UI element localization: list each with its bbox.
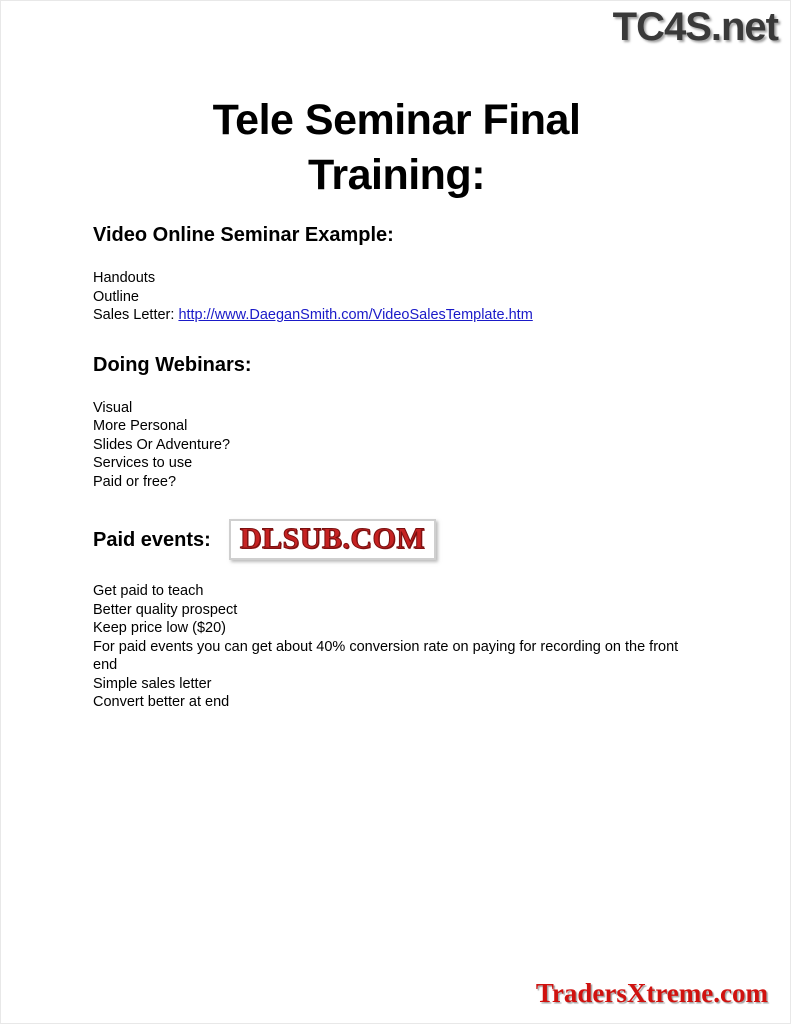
section-lines-doing-webinars: [93, 399, 713, 492]
list-item: Handouts: [93, 270, 156, 286]
section-heading-paid-events: Paid events:: [93, 528, 211, 551]
list-item: Get paid to teach: [93, 583, 204, 599]
list-item: For paid events you can get about 40% conversion rate on paying for recording on the front end: [93, 638, 679, 673]
dlsub-stamp-text: DLSUB.COM: [239, 522, 426, 555]
page-title-line-1: Tele Seminar Final: [212, 96, 581, 144]
list-item: Convert better at end: [93, 694, 230, 710]
list-item: Visual: [93, 399, 133, 416]
list-item: Services to use: [93, 455, 193, 471]
spacer: [93, 247, 713, 269]
list-item: Keep price low ($20): [93, 620, 226, 636]
spacer: [93, 560, 713, 582]
list-item: Better quality prospect: [93, 601, 238, 618]
spacer: [93, 325, 713, 353]
section-lines-paid-events: [93, 582, 713, 712]
watermark-bottom-right: TradersXtreme.com: [535, 978, 768, 1008]
list-item: Paid or free?: [93, 473, 177, 490]
sales-letter-label: Sales Letter:: [93, 307, 179, 323]
list-item: Outline: [93, 288, 139, 305]
list-item: Slides Or Adventure?: [93, 436, 231, 453]
document-body: [93, 223, 713, 712]
list-item: Simple sales letter: [93, 675, 212, 692]
list-item-sales-letter: [93, 306, 713, 325]
dlsub-stamp: [229, 519, 436, 560]
list-item: More Personal: [93, 418, 188, 434]
sales-letter-link[interactable]: http://www.DaeganSmith.com/VideoSalesTemplate.htm: [178, 307, 533, 323]
spacer: [93, 377, 713, 399]
section-heading-video-online-seminar-example: Video Online Seminar Example:: [93, 224, 394, 246]
page-title-line-2: Training:: [307, 151, 486, 200]
section-heading-doing-webinars: Doing Webinars:: [93, 353, 252, 376]
spacer: [93, 491, 713, 519]
paid-events-heading-row: [93, 519, 713, 560]
page-title: [1, 93, 791, 203]
watermark-top-right: TC4S.net: [612, 5, 778, 49]
section-lines-video-online-seminar-example: [93, 269, 713, 325]
